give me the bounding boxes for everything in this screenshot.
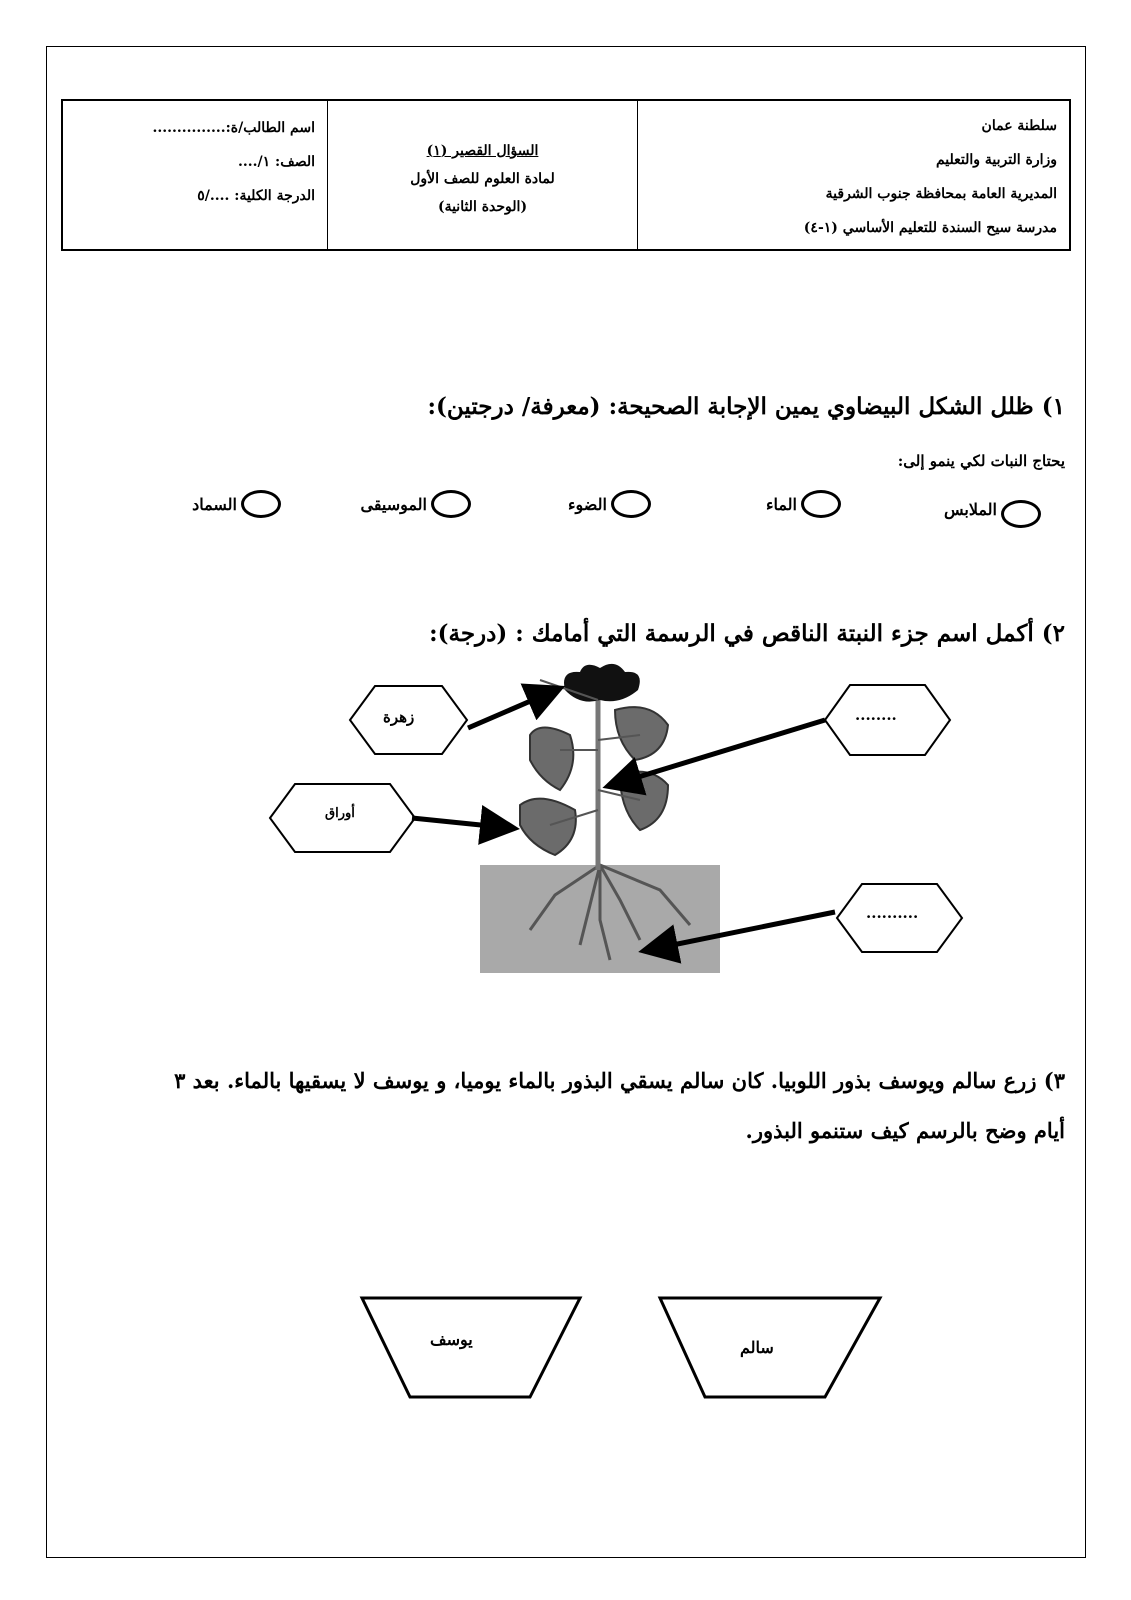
label-flower: زهرة — [383, 708, 415, 726]
question-2-title: ٢) أكمل اسم جزء النبتة الناقص في الرسمة التي أمامك : (درجة): — [429, 620, 1065, 647]
label-leaves: أوراق — [325, 806, 355, 821]
grade-field[interactable]: الصف: ١/.... — [238, 154, 315, 170]
pot-label-salem: سالم — [740, 1338, 774, 1357]
school-line: مدرسة سيح السندة للتعليم الأساسي (١-٤) — [803, 220, 1057, 236]
unit-line: (الوحدة الثانية) — [437, 199, 528, 215]
total-score-field: الدرجة الكلية: ..../٥ — [197, 188, 315, 204]
stem-answer-blank[interactable]: ........ — [855, 706, 897, 724]
option-label: الموسيقى — [360, 494, 427, 514]
option-label: الملابس — [944, 499, 997, 519]
question-3-text: ٣) زرع سالم ويوسف بذور اللوبيا. كان سالم يسقي البذور بالماء يوميا، و يوسف لا يسقيها بالماء. بعد ٣ أيام وضح بالرسم كيف ستنمو البذور. — [174, 1068, 1065, 1143]
flower-head — [564, 664, 640, 702]
country-line: سلطنة عمان — [981, 118, 1057, 134]
pot-label-yousef: يوسف — [430, 1330, 473, 1349]
directorate-line: المديرية العامة بمحافظة جنوب الشرقية — [825, 186, 1057, 202]
student-name-field[interactable]: اسم الطالب/ة:............... — [152, 120, 315, 136]
question-1-stem: يحتاج النبات لكي ينمو إلى: — [897, 452, 1065, 470]
option-label: السماد — [192, 494, 237, 514]
leaves — [520, 707, 668, 855]
quiz-title: السؤال القصير (١) — [426, 143, 539, 159]
option-label: الضوء — [568, 494, 607, 514]
subject-line: لمادة العلوم للصف الأول — [410, 171, 555, 187]
root-answer-blank[interactable]: .......... — [866, 904, 919, 922]
ministry-line: وزارة التربية والتعليم — [935, 152, 1057, 168]
arrow-to-leaves — [412, 818, 510, 828]
question-1-title: ١) ظلل الشكل البيضاوي يمين الإجابة الصحيحة: (معرفة/ درجتين): — [427, 393, 1065, 420]
option-label: الماء — [766, 494, 797, 514]
arrow-to-flower — [468, 690, 556, 728]
